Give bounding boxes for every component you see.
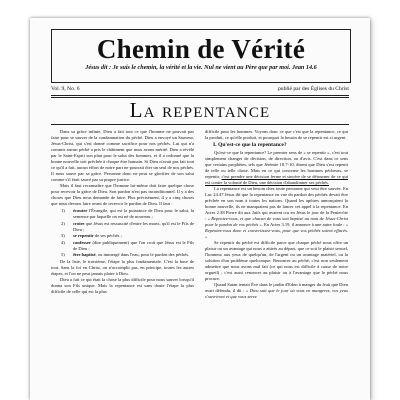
- paragraph: Se repentir du péché est difficile parce que chaque péché nous offre un plaisir ou un avantage qui nous a attirés au départ, que ce soit le plaisir sexuel, l'honneur aux yeux de quelqu'un, de l'argent ou un avantage matériel, ou la solution d'un problème quelconque. Renoncer au péché, c'est non seulement admettre que nous avons mal fait (ce qui nous est difficile à cause de notre orgueil) ; c'est aussi renoncer au plaisir ou à l'avantage que le péché nous procure.: [205, 240, 348, 281]
- list-item: 5) être baptisé, ou immergé dans l'eau, pour le pardon des péchés.: [61, 252, 190, 258]
- publisher-line: publié par des Églises du Christ: [277, 86, 349, 92]
- paragraph: Qu'est-ce que la repentance? Le premier sens de « se repentir », c'est tout simplement changer de décision, de direction, ou d'avis. C'est dans ce sens que certains prophètes, tels que Jérémie 18.7-10, disent que Dieu s'est repenti de telle ou telle chose. Mais en ce qui concerne les hommes pécheurs, se repentir, c'est prendre une décision ferme et sincère de se détourner de ce qui est contre la volonté de Dieu, une décision d'abandonner ses péchés.: [205, 150, 348, 185]
- list-item: 4) confesser (dire publiquement) que l'on croit que Jésus est le Fils de Dieu ;: [61, 239, 194, 251]
- list-item: 2) croire que Jésus est ressuscité d'entre les morts, qu'il est le Fils de Dieu ;: [61, 220, 194, 232]
- paragraph: difficile pour les hommes. Voyons donc ce que c'est que la repentance, ce qui la produit, ce qu'elle produit, et pourquoi la besoin de se repentir est si urgent.: [205, 129, 348, 140]
- issue-volume: Vol. 9, No. 6: [51, 86, 80, 92]
- article-column-right: [205, 129, 348, 300]
- headline-divider: [51, 124, 349, 125]
- masthead-motto: Jésus dit : Je suis le chemin, la vérité et la vie. Nul ne vient au Père que par moi. Jean 14.6: [85, 64, 317, 71]
- paragraph: Quand Satan tentait Ève dans le jardin d'Eden à manger du fruit que Dieu avait défendu, il dit : « Dieu sait que le jour où vous en mangerez, vos yeux s'ouvriront et que vous serez: [205, 282, 348, 299]
- list-item: 1) écouter l'Évangile, qui est la puissance de Dieu pour le salut, la semence par laquelle on est né de nouveau ;: [61, 208, 194, 219]
- paragraph: Mais il faut reconnaître que l'homme lui-même doit faire quelque chose pour recevoir la grâce de Dieu. Son pardon n'est pas inconditionnel. Il y a des choses que Dieu nous demande de faire. Plus précisément, il y a cinq choses que nous devons faire avant de recevoir le pardon de Dieu. Il faut :: [51, 183, 194, 206]
- article-headline: La repentance: [129, 98, 271, 122]
- paragraph: Dans sa grâce infinie, Dieu a fait tout ce que l'homme ne pouvait pas faire pour se sauver de la condamnation du péché. Dieu a envoyé un Sauveur, Jésus-Christ, qui s'est donné comme sacrifice pour nos péchés. Lui qui n'a commis aucun péché a pris le châtiment que nous avons mérité. Dieu a révélé par le Saint-Esprit son plan pour le salut des hommes, et il a ordonné que la bonne nouvelle soit prêchée à chaque être humain. Si Dieu n'avait pas fait tout ce qu'il a fait, aucun effort de notre part ne pourrait ôter un seul de nos péchés. Il nous sauve par sa grâce. Personne donc ne peut se glorifier de son salut comme s'il était sauvé par sa propre justice.: [51, 129, 194, 182]
- paragraph: La repentance est un besoin chez toute personne qui veut être sauvée. En Luc 24.47 Jésus dit que la repentance en vue du pardon des péchés devait être prêchée en son nom à toutes les nations. Quand les apôtres annonçaient la bonne nouvelle, ils ne manquaient pas de lancer cet appel à la repentance. En Actes 2.38 Pierre dit aux Juifs qui avaient cru en Jésus le jour de la Pentecôte : « Repentez-vous, et que chacun de vous soit baptisé au nom de Jésus-Christ pour le pardon de vos péchés ». En Actes 3.19, il annonce à une autre foule : « Repentez-vous donc et convertissez-vous, pour que vos péchés soient effacés. »: [205, 186, 348, 239]
- steps-list: [51, 208, 194, 258]
- section-heading: I. Qu'est-ce que la repentance?: [213, 142, 287, 148]
- page-bottom-fade: [30, 378, 370, 400]
- newsletter-page: [30, 18, 370, 400]
- article-column-left: [51, 129, 194, 295]
- paragraph: De la liste, le troisième, l'étape la plus fondamentale. C'est la base de tout. Sans la foi en Christ, on n'accomplit pas, en principe, toutes les autres étapes, et l'on ne peut jamais plaire à Dieu.: [51, 259, 194, 277]
- paragraph: Dieu a fait ce qui était la chose la plus difficile pour nous sauver lorsqu'il donna son Fils unique. Mais la repentance est sans doute l'étape la plus difficile de celle qui est la plus: [51, 277, 194, 295]
- list-item: 3) se repentir de ses péchés ;: [61, 233, 122, 239]
- newsletter-title: Chemin de Vérité: [96, 34, 306, 64]
- masthead: [51, 29, 351, 83]
